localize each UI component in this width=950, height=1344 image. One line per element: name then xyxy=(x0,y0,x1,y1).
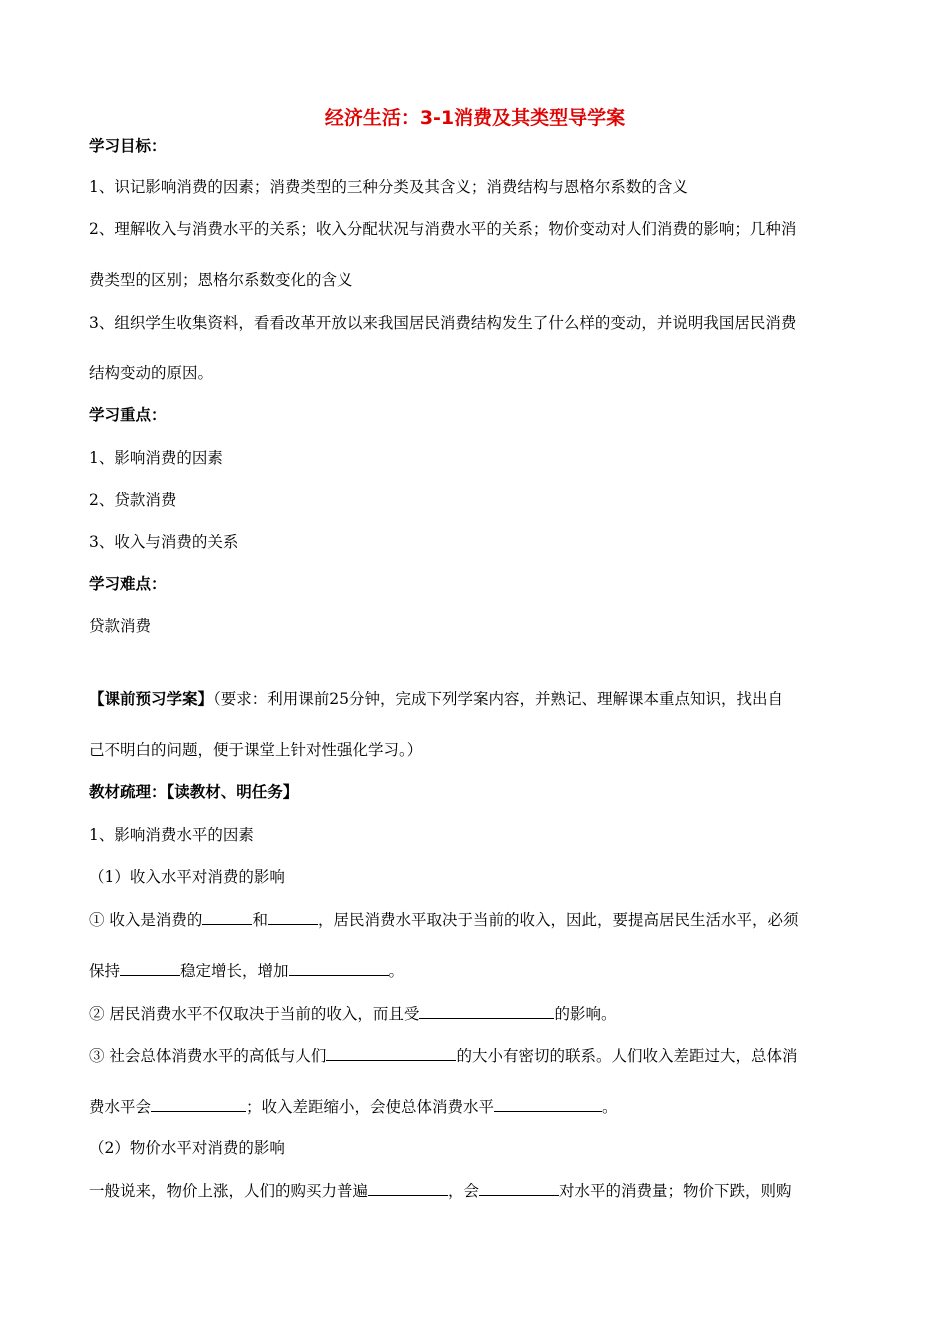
question-4-text-a: 一般说来，物价上涨，人们的购买力普遍 xyxy=(89,1182,369,1200)
question-1-line-1 xyxy=(89,909,798,930)
fill-blank[interactable] xyxy=(151,1096,246,1112)
fill-blank[interactable] xyxy=(268,909,318,925)
page-title: 经济生活：3-1消费及其类型导学案 xyxy=(324,107,626,129)
question-1-line-2 xyxy=(89,960,404,981)
key-points-item-2: 2、贷款消费 xyxy=(89,491,177,509)
question-3-text-a: ③ 社会总体消费水平的高低与人们 xyxy=(89,1047,327,1065)
question-3-text-d: ；收入差距缩小，会使总体消费水平 xyxy=(246,1098,495,1116)
goals-item-3-line-2: 结构变动的原因。 xyxy=(89,364,214,382)
question-3-text-e: 。 xyxy=(602,1098,618,1116)
goals-item-2-line-2: 费类型的区别；恩格尔系数变化的含义 xyxy=(89,271,353,289)
key-points-item-1: 1、影响消费的因素 xyxy=(89,449,223,467)
preview-line-2: 己不明白的问题，便于课堂上针对性强化学习。） xyxy=(89,741,423,759)
question-3-line-1 xyxy=(89,1045,797,1066)
question-4-line-1 xyxy=(89,1180,792,1201)
goals-heading: 学习目标： xyxy=(89,137,167,155)
question-3-text-b: 的大小有密切的联系。人们收入差距过大，总体消 xyxy=(456,1047,798,1065)
question-3-text-c: 费水平会 xyxy=(89,1098,152,1116)
question-2-line xyxy=(89,1003,616,1024)
question-4-text-c: 对水平的消费量；物价下跌，则购 xyxy=(559,1182,792,1200)
fill-blank[interactable] xyxy=(120,960,180,976)
textbook-heading: 教材疏理：【读教材、明任务】 xyxy=(89,783,299,801)
question-1-text-c: ，居民消费水平取决于当前的收入，因此，要提高居民生活水平，必须 xyxy=(317,911,799,929)
fill-blank[interactable] xyxy=(419,1003,554,1019)
goals-item-3-line-1: 3、组织学生收集资料，看看改革开放以来我国居民消费结构发生了什么样的变动，并说明我国居民消费 xyxy=(89,314,797,332)
preview-label: 【课前预习学案】 xyxy=(89,690,214,708)
question-3-line-2 xyxy=(89,1096,618,1117)
fill-blank[interactable] xyxy=(289,960,389,976)
question-2-text-b: 的影响。 xyxy=(554,1005,617,1023)
difficulties-heading: 学习难点： xyxy=(89,575,167,593)
fill-blank[interactable] xyxy=(368,1180,448,1196)
subsection-2-heading: （2）物价水平对消费的影响 xyxy=(89,1139,285,1157)
subsection-1-heading: （1）收入水平对消费的影响 xyxy=(89,868,285,886)
key-points-heading: 学习重点： xyxy=(89,406,167,424)
section-1-heading: 1、影响消费水平的因素 xyxy=(89,826,254,844)
question-1-text-b: 和 xyxy=(252,911,268,929)
fill-blank[interactable] xyxy=(202,909,252,925)
fill-blank[interactable] xyxy=(479,1180,559,1196)
goals-item-2-line-1: 2、理解收入与消费水平的关系；收入分配状况与消费水平的关系；物价变动对人们消费的影响；几种消 xyxy=(89,220,797,238)
fill-blank[interactable] xyxy=(494,1096,602,1112)
question-1-text-f: 。 xyxy=(388,962,405,980)
question-1-text-a: ① 收入是消费的 xyxy=(89,911,203,929)
difficulties-item-1: 贷款消费 xyxy=(89,617,152,635)
preview-line-1 xyxy=(89,689,783,709)
question-2-text-a: ② 居民消费水平不仅取决于当前的收入，而且受 xyxy=(89,1005,420,1023)
question-4-text-b: ，会 xyxy=(448,1182,480,1200)
preview-requirements: （要求：利用课前25分钟，完成下列学案内容，并熟记、理解课本重点知识，找出自 xyxy=(213,690,783,708)
fill-blank[interactable] xyxy=(326,1045,456,1061)
question-1-text-d: 保持 xyxy=(89,962,121,980)
question-1-text-e: 稳定增长，增加 xyxy=(180,962,289,980)
goals-item-1: 1、识记影响消费的因素；消费类型的三种分类及其含义；消费结构与恩格尔系数的含义 xyxy=(89,178,688,196)
key-points-item-3: 3、收入与消费的关系 xyxy=(89,533,239,551)
